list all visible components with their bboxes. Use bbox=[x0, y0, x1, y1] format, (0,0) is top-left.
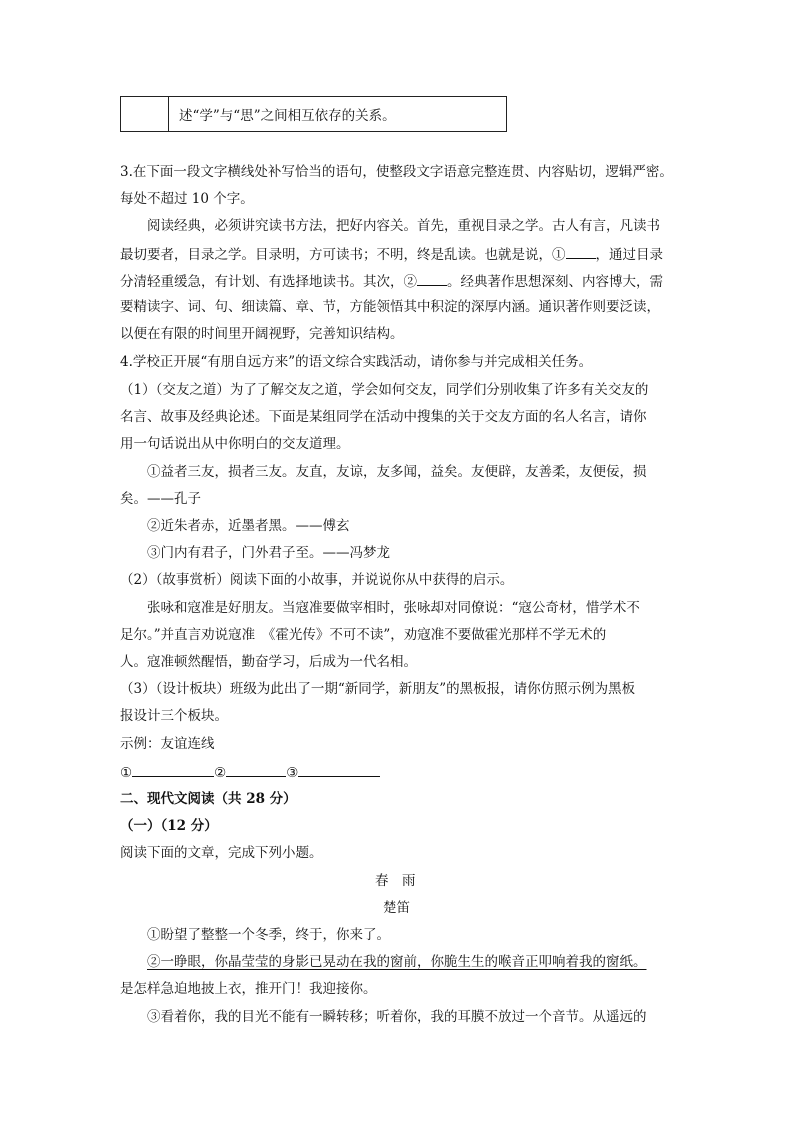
article-author: 楚笛 bbox=[383, 900, 410, 916]
subsection-heading: （一）（12 分） bbox=[120, 818, 218, 834]
article-para-1: ①盼望了整整一个冬季，终于，你来了。 bbox=[147, 927, 390, 943]
quote-1-line2: 矣。——孔子 bbox=[120, 491, 201, 507]
q3-passage-text: 分清轻重缓急，有计划、有选择地读书。其次， bbox=[120, 274, 404, 290]
board-blank-3-mark: ③ bbox=[286, 765, 299, 781]
table-text-cell: 述“学”与“思”之间相互依存的关系。 bbox=[179, 108, 396, 124]
q4-sub2: （2）（故事赏析）阅读下面的小故事，并说说你从中获得的启示。 bbox=[120, 572, 514, 588]
quote-1-line1: ①益者三友，损者三友。友直，友谅，友多闻，益矣。友便辟，友善柔，友便佞，损 bbox=[147, 464, 647, 480]
q3-passage-line4: 要精读字、词、句、细读篇、章、节，方能领悟其中积淀的深厚内涵。通识著作则要泛读， bbox=[120, 299, 660, 315]
q3-passage-line5: 以便在有限的时间里开阔视野，完善知识结构。 bbox=[120, 326, 404, 342]
table-fragment bbox=[120, 96, 507, 132]
example-line: 示例：友谊连线 bbox=[120, 736, 215, 752]
board-blank-2[interactable] bbox=[226, 762, 286, 777]
answer-blank-1[interactable] bbox=[566, 244, 596, 259]
q3-passage-text: ，通过目录 bbox=[595, 247, 663, 263]
q4-sub1-line1: （1）（交友之道）为了了解交友之道，学会如何交友，同学们分别收集了许多有关交友的 bbox=[120, 382, 649, 398]
q3-passage-text: 最切要者，目录之学。目录明，方可读书；不明，终是乱读。也就是说， bbox=[120, 247, 552, 263]
article-para-2-cont: 是怎样急迫地披上衣，推开门！我迎接你。 bbox=[120, 981, 377, 997]
q3-passage-line2 bbox=[120, 244, 663, 264]
q3-passage-line1: 阅读经典，必须讲究读书方法，把好内容关。首先，重视目录之学。古人有言，凡读书 bbox=[147, 218, 660, 234]
q3-passage-text: 。经典著作思想深刻、内容博大，需 bbox=[447, 274, 663, 290]
story-line3: 人。寇准顿然醒悟，勤奋学习，后成为一代名相。 bbox=[120, 654, 417, 670]
q4-sub3-line2: 报设计三个板块。 bbox=[120, 708, 228, 724]
q4-sub1-line3: 用一句话说出从中你明白的交友道理。 bbox=[120, 436, 350, 452]
q4-stem: 4.学校正开展“有朋自远方来”的语文综合实践活动，请你参与并完成相关任务。 bbox=[120, 354, 593, 370]
story-line2: 足尔。”并直言劝说寇准 《霍光传》不可不读”，劝寇准不要做霍光那样不学无术的 bbox=[120, 627, 607, 643]
blank-1-mark: ① bbox=[552, 247, 566, 263]
q3-stem-line1: 3.在下面一段文字横线处补写恰当的语句，使整段文字语意完整连贯、内容贴切，逻辑严密。 bbox=[120, 164, 673, 180]
table-empty-cell bbox=[121, 97, 169, 131]
article-para-2-underlined: ②一睁眼，你晶莹莹的身影已晃动在我的窗前，你脆生生的喉音正叩响着我的窗纸。 bbox=[147, 954, 647, 970]
answer-blank-2[interactable] bbox=[417, 271, 447, 286]
article-title: 春 雨 bbox=[375, 873, 416, 889]
board-blanks-line bbox=[120, 762, 380, 782]
story-line1: 张咏和寇准是好朋友。当寇准要做宰相时，张咏却对同僚说：“寇公奇材，惜学术不 bbox=[147, 600, 640, 616]
section-heading: 二、现代文阅读（共 28 分） bbox=[120, 791, 297, 807]
board-blank-1-mark: ① bbox=[120, 765, 133, 781]
reading-instruction: 阅读下面的文章，完成下列小题。 bbox=[120, 845, 323, 861]
board-blank-1[interactable] bbox=[132, 762, 214, 777]
q4-sub3-line1: （3）（设计板块）班级为此出了一期“新同学，新朋友”的黑板报，请你仿照示例为黑板 bbox=[120, 681, 636, 697]
board-blank-3[interactable] bbox=[298, 762, 380, 777]
blank-2-mark: ② bbox=[403, 274, 417, 290]
q3-passage-line3 bbox=[120, 271, 663, 291]
q4-sub1-line2: 名言、故事及经典论述。下面是某组同学在活动中搜集的关于交友方面的名人名言，请你 bbox=[120, 409, 647, 425]
board-blank-2-mark: ② bbox=[214, 765, 227, 781]
quote-2: ②近朱者赤，近墨者黑。——傅玄 bbox=[147, 518, 350, 534]
article-para-3: ③看着你，我的目光不能有一瞬转移；听着你，我的耳膜不放过一个音节。从遥远的 bbox=[147, 1009, 647, 1025]
quote-3: ③门内有君子，门外君子至。——冯梦龙 bbox=[147, 545, 390, 561]
q3-stem-line2: 每处不超过 10 个字。 bbox=[120, 191, 254, 207]
